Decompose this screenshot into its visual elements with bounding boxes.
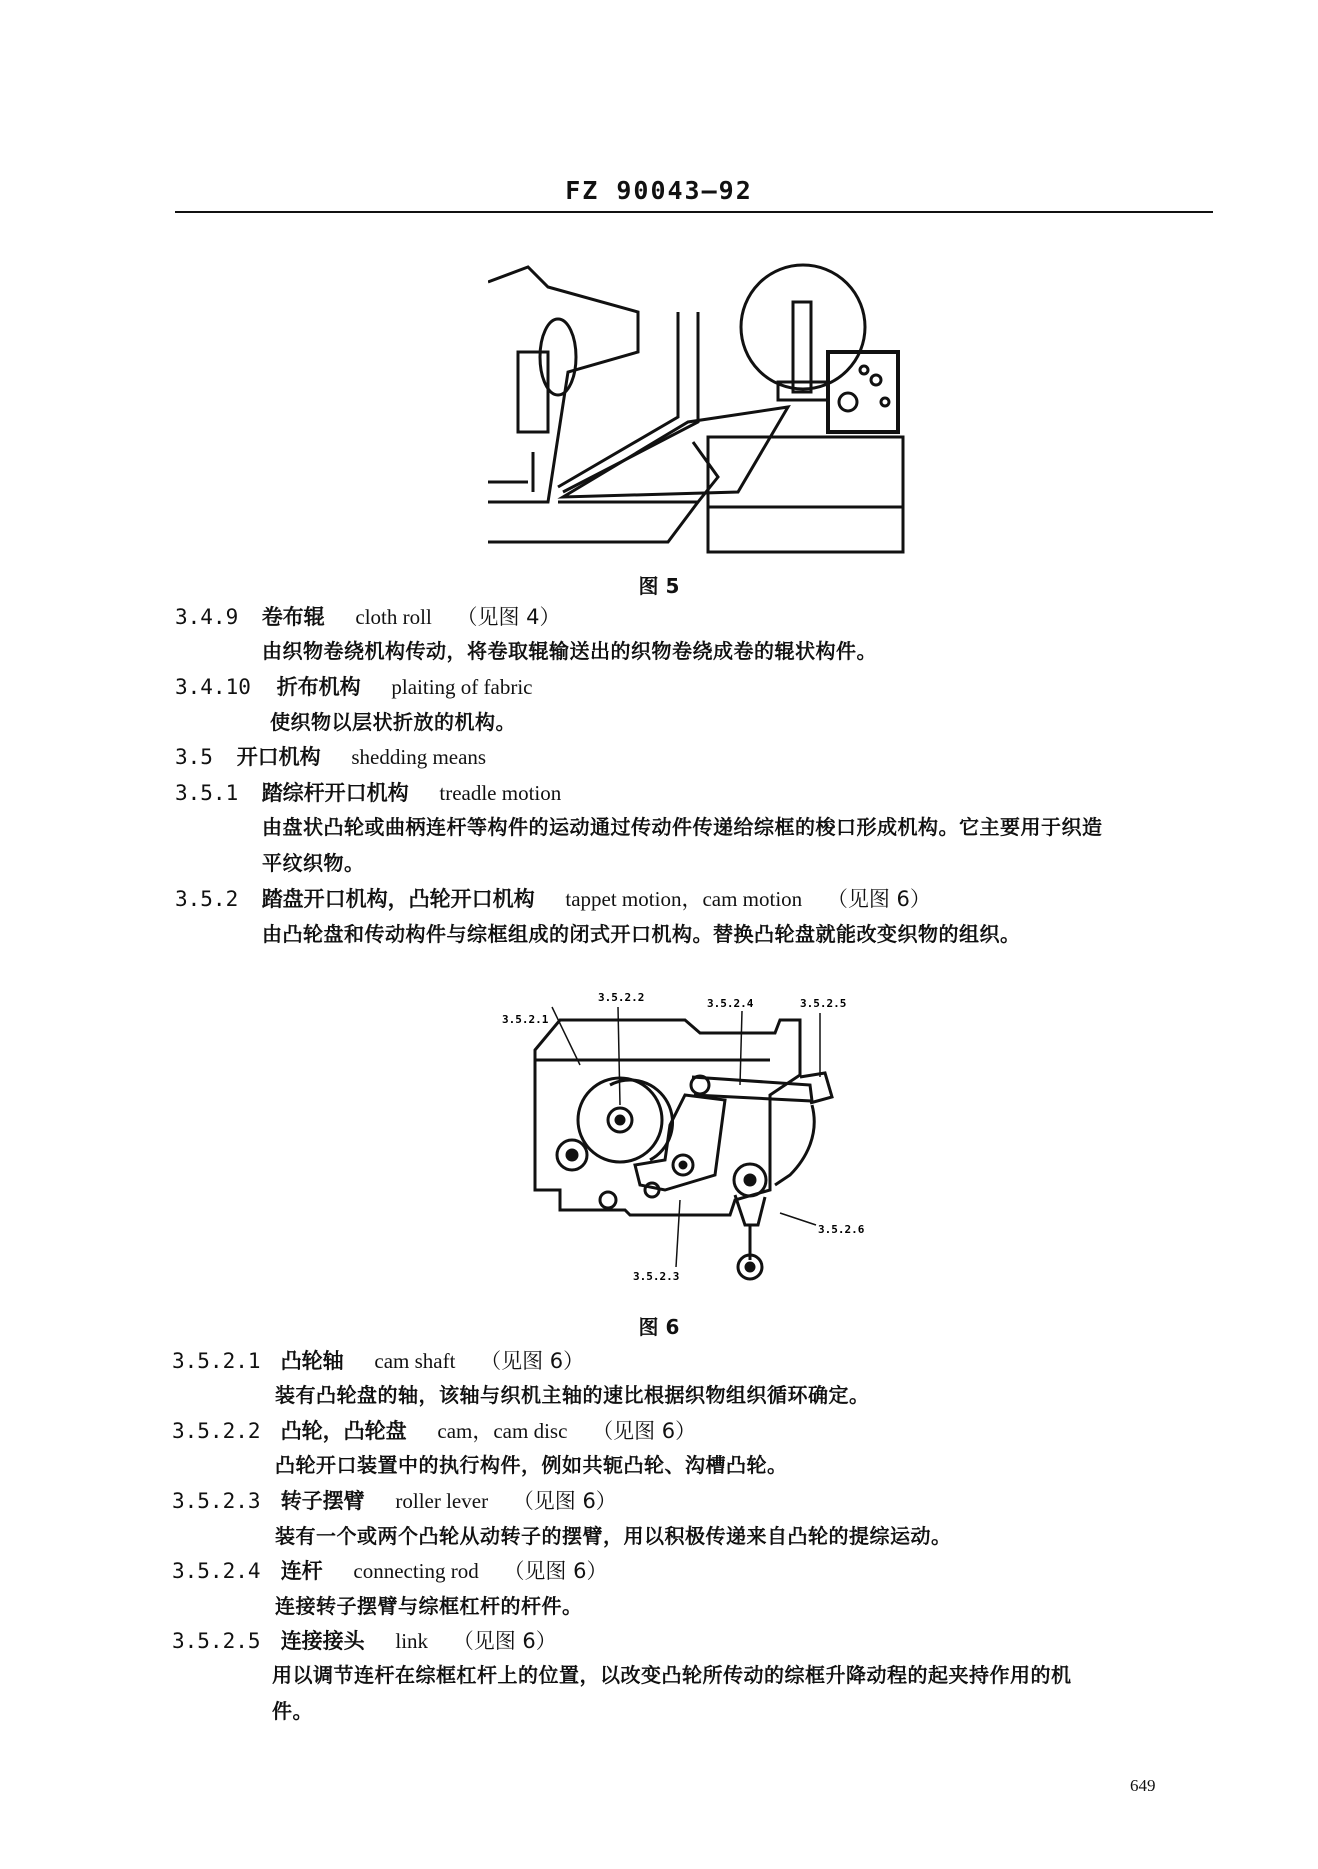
figure-reference: （见图 6） <box>480 1349 585 1373</box>
figure-6-illustration <box>480 985 900 1285</box>
entry-3-4-10-heading <box>175 671 533 701</box>
term-chinese: 开口机构 <box>236 745 321 769</box>
header-rule <box>175 211 1213 213</box>
term-english: cam shaft <box>374 1349 456 1373</box>
term-chinese: 凸轮轴 <box>280 1349 344 1373</box>
callout-3-5-2-3: 3.5.2.3 <box>633 1270 680 1283</box>
term-english: cam，cam disc <box>437 1419 568 1443</box>
entry-number: 3.4.10 <box>175 675 251 699</box>
figure-reference: （见图 6） <box>512 1489 617 1513</box>
callout-3-5-2-5: 3.5.2.5 <box>800 997 847 1010</box>
term-english: roller lever <box>395 1489 489 1513</box>
term-chinese: 卷布辊 <box>261 605 325 629</box>
entry-3-5-2-heading <box>175 883 931 913</box>
entry-number: 3.5.2.2 <box>172 1419 261 1443</box>
callout-3-5-2-6: 3.5.2.6 <box>818 1223 865 1236</box>
term-chinese: 连接接头 <box>280 1629 365 1653</box>
figure-reference: （见图 6） <box>452 1629 557 1653</box>
entry-number: 3.5.2.1 <box>172 1349 261 1373</box>
term-chinese: 连杆 <box>280 1559 323 1583</box>
entry-3-4-9-heading <box>175 601 561 631</box>
figure-6-caption: 图 6 <box>638 1315 680 1339</box>
entry-3-5-2-3-heading <box>172 1485 617 1515</box>
entry-3-5-2-5-heading <box>172 1625 557 1655</box>
entry-3-5-1-definition-line-2: 平纹织物。 <box>262 851 365 875</box>
entry-3-5-2-definition: 由凸轮盘和传动构件与综框组成的闭式开口机构。替换凸轮盘就能改变织物的组织。 <box>262 922 1021 946</box>
figure-reference: （见图 6） <box>592 1419 697 1443</box>
term-english: connecting rod <box>353 1559 479 1583</box>
term-english: tappet motion，cam motion <box>565 887 803 911</box>
entry-3-5-2-5-definition-line-1: 用以调节连杆在综框杠杆上的位置，以改变凸轮所传动的综框升降动程的起夹持作用的机 <box>272 1663 1072 1687</box>
term-chinese: 凸轮，凸轮盘 <box>280 1419 407 1443</box>
figure-reference: （见图 6） <box>503 1559 608 1583</box>
callout-3-5-2-2: 3.5.2.2 <box>598 991 645 1004</box>
term-chinese: 折布机构 <box>276 675 361 699</box>
page-number: 649 <box>1130 1776 1156 1795</box>
entry-3-4-10-definition: 使织物以层状折放的机构。 <box>270 710 516 734</box>
entry-number: 3.5.2.4 <box>172 1559 261 1583</box>
term-chinese: 踏综杆开口机构 <box>261 781 409 805</box>
entry-3-4-9-definition: 由织物卷绕机构传动，将卷取辊输送出的织物卷绕成卷的辊状构件。 <box>262 639 877 663</box>
figure-reference: （见图 4） <box>456 605 561 629</box>
term-english: link <box>395 1629 429 1653</box>
figure-reference: （见图 6） <box>826 887 931 911</box>
entry-3-5-2-1-heading <box>172 1345 584 1375</box>
figure-5-caption: 图 5 <box>638 574 680 598</box>
term-chinese: 踏盘开口机构，凸轮开口机构 <box>261 887 535 911</box>
entry-3-5-1-definition-line-1: 由盘状凸轮或曲柄连杆等构件的运动通过传动件传递给综框的梭口形成机构。它主要用于织造 <box>262 815 1103 839</box>
term-english: cloth roll <box>355 605 432 629</box>
standard-number: FZ 90043—92 <box>565 176 753 205</box>
entry-3-5-2-5-definition-line-2: 件。 <box>272 1699 313 1723</box>
term-english: shedding means <box>351 745 487 769</box>
entry-3-5-2-4-definition: 连接转子摆臂与综框杠杆的杆件。 <box>275 1594 583 1618</box>
entry-number: 3.5 <box>175 745 213 769</box>
callout-3-5-2-1: 3.5.2.1 <box>502 1013 549 1026</box>
figure-5-illustration <box>488 252 918 562</box>
term-english: plaiting of fabric <box>391 675 533 699</box>
entry-3-5-2-1-definition: 装有凸轮盘的轴，该轴与织机主轴的速比根据织物组织循环确定。 <box>275 1383 870 1407</box>
term-english: treadle motion <box>439 781 562 805</box>
entry-3-5-heading <box>175 741 486 771</box>
entry-number: 3.4.9 <box>175 605 239 629</box>
term-chinese: 转子摆臂 <box>280 1489 365 1513</box>
entry-number: 3.5.2.3 <box>172 1489 261 1513</box>
entry-number: 3.5.1 <box>175 781 239 805</box>
entry-3-5-2-4-heading <box>172 1555 607 1585</box>
entry-3-5-2-2-definition: 凸轮开口装置中的执行构件，例如共轭凸轮、沟槽凸轮。 <box>275 1453 788 1477</box>
entry-number: 3.5.2 <box>175 887 239 911</box>
entry-3-5-2-2-heading <box>172 1415 696 1445</box>
entry-number: 3.5.2.5 <box>172 1629 261 1653</box>
entry-3-5-2-3-definition: 装有一个或两个凸轮从动转子的摆臂，用以积极传递来自凸轮的提综运动。 <box>275 1524 952 1548</box>
callout-3-5-2-4: 3.5.2.4 <box>707 997 754 1010</box>
entry-3-5-1-heading <box>175 777 561 807</box>
